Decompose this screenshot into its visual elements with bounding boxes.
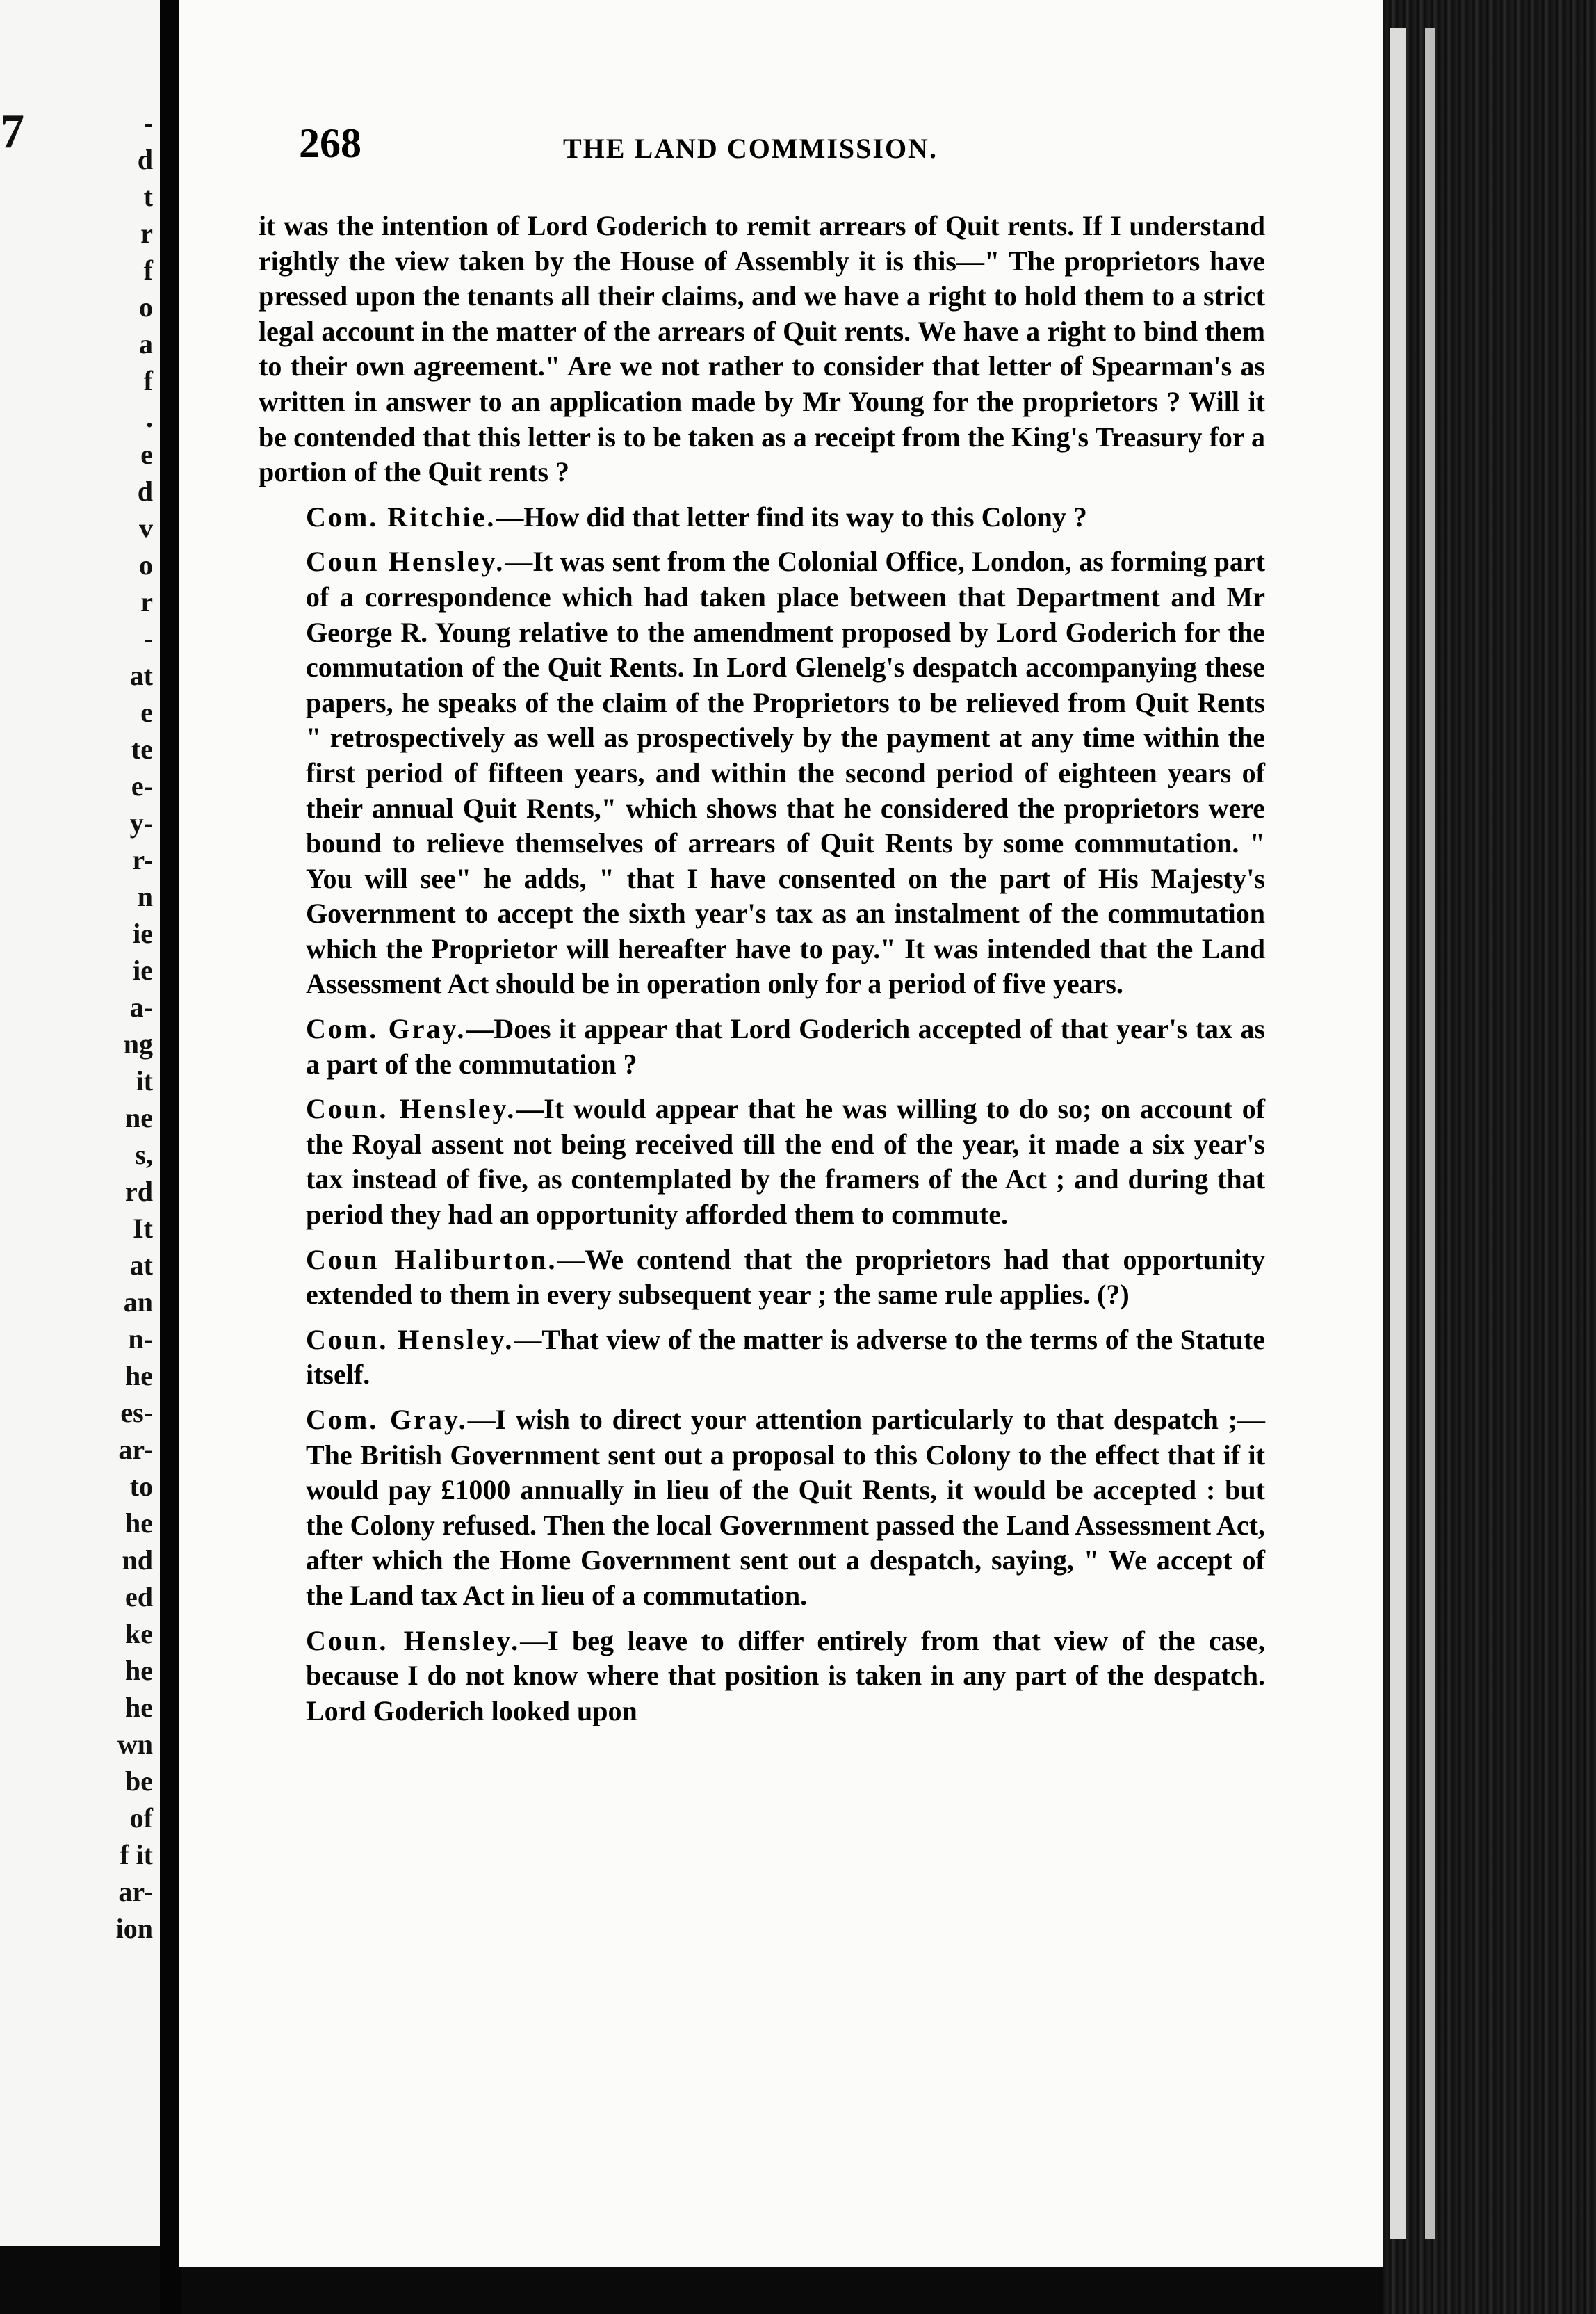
paragraph-text: —I wish to direct your attention particularly to that despatch ;—The British Government sent out a proposal to this Colony to the effect that if it would pay £1000 annually in lieu of the Quit Rents, it would be accepted : but the Colony refused. Then the local Government passed the Land Assessment Act, after which the Home Government sent out a despatch, saying, " We accept of the Land tax Act in lieu of a commutation. xyxy=(306,1404,1266,1611)
facing-page-fragment: o xyxy=(139,549,153,581)
paragraph xyxy=(259,544,1265,1002)
facing-page-fragment: d xyxy=(137,144,153,175)
paragraph xyxy=(259,209,1265,490)
facing-page-fragment: e xyxy=(140,697,153,728)
facing-page-fragment: - xyxy=(143,623,153,654)
facing-page-fragment: r xyxy=(140,586,153,617)
facing-page-fragment: It xyxy=(133,1213,153,1244)
paragraph-text: —It was sent from the Colonial Office, London, as forming part of a correspondence which had taken place between that Department and Mr George R. Young relative to the amendment proposed by Lord Goderich for the commutation of the Quit Rents. In Lord Glenelg's despatch accompanying these papers, he speaks of the claim of the Proprietors to be relieved from Quit Rents " retrospectively as well as prospectively by the payment at any time within the first period of fifteen years, and within the second period of eighteen years of their annual Quit Rents," which shows that he considered the proprietors were bound to relieve themselves of arrears of Quit Rents by some commutation. " You will see" he adds, " that I have consented on the part of His Majesty's Government to accept the sixth year's tax as an instalment of the commutation which the Proprietor will hereafter have to pay." It was intended that the Land Assessment Act should be in operation only for a period of five years. xyxy=(306,546,1266,1000)
facing-page-fragment: rd xyxy=(125,1176,153,1207)
facing-page-text-fragments xyxy=(0,104,160,1947)
speaker-name: Coun. Hensley. xyxy=(306,1323,514,1355)
body-text xyxy=(259,209,1265,1729)
facing-page-fragment: ne xyxy=(125,1102,153,1133)
facing-page-fragment: . xyxy=(146,402,153,433)
running-title: THE LAND COMMISSION. xyxy=(563,133,938,164)
speaker-name: Com. Gray. xyxy=(306,1404,468,1435)
facing-page-fragment: of xyxy=(129,1802,153,1834)
paragraph-text: —I beg leave to differ entirely from that view of the case, because I do not know where that position is taken in any part of the despatch. Lord Goderich looked upon xyxy=(306,1624,1266,1726)
page-edges xyxy=(1383,0,1596,2314)
paragraph-text: —Does it appear that Lord Goderich accepted of that year's tax as a part of the commutation ? xyxy=(306,1013,1266,1080)
paragraph xyxy=(259,1402,1265,1614)
facing-page-fragment: ar- xyxy=(118,1876,153,1907)
paragraph xyxy=(259,1092,1265,1232)
facing-page-mark: 7 xyxy=(0,105,24,159)
facing-page-fragment: ion xyxy=(115,1913,153,1944)
facing-page-fragment: he xyxy=(125,1692,153,1723)
paragraph xyxy=(259,1322,1265,1393)
facing-page-fragment: s, xyxy=(135,1139,153,1170)
page-number: 268 xyxy=(299,120,361,166)
facing-page-fragment: o xyxy=(139,291,153,323)
paragraph-text: —That view of the matter is adverse to the terms of the Statute itself. xyxy=(306,1323,1265,1391)
facing-page-fragment: n- xyxy=(128,1323,153,1354)
facing-page-fragment: at xyxy=(129,660,153,691)
facing-page-fragment: y- xyxy=(129,807,153,839)
facing-page-fragment: r- xyxy=(132,844,153,875)
paragraph-text: —It would appear that he was willing to do so; on account of the Royal assent not being received till the end of the year, it made a six year's tax instead of five, as contemplated by the framers of the Act ; and during that period they had an opportunity afforded them to commute. xyxy=(306,1093,1266,1231)
paragraph xyxy=(259,1624,1265,1729)
facing-page-fragment: ed xyxy=(125,1581,153,1612)
facing-page-fragment: he xyxy=(125,1655,153,1686)
page-header xyxy=(299,120,1286,168)
facing-page-fragment: r xyxy=(140,218,153,249)
facing-page-fragment: he xyxy=(125,1360,153,1391)
paragraph-text: —How did that letter find its way to this Colony ? xyxy=(496,501,1087,533)
facing-page-fragment: it xyxy=(136,1065,153,1097)
facing-page-fragment: ie xyxy=(133,918,153,949)
page-edge-strip xyxy=(1390,28,1406,2239)
facing-page-fragment: ng xyxy=(123,1028,153,1060)
facing-page-fragment: he xyxy=(125,1507,153,1539)
facing-page-fragment: f it xyxy=(120,1839,153,1870)
facing-page-fragment: v xyxy=(139,512,153,544)
paragraph-text: it was the intention of Lord Goderich to remit arrears of Quit rents. If I understand rightly the view taken by the House of Assembly it is this—" The proprietors have pressed upon the tenants all their claims, and we have a right to hold them to a strict legal account in the matter of the arrears of Quit rents. We have a right to bind them to their own agreement." Are we not rather to consider that letter of Spearman's as written in answer to an application made by Mr Young for the proprietors ? Will it be contended that this letter is to be taken as a receipt from the King's Treasury for a portion of the Quit rents ? xyxy=(259,210,1265,488)
speaker-name: Coun Haliburton. xyxy=(306,1243,557,1275)
paragraph-text: —We contend that the proprietors had that opportunity extended to them in every subsequent year ; the same rule applies. (?) xyxy=(306,1243,1265,1311)
facing-page-fragment: f xyxy=(143,365,153,396)
facing-page-fragment: e xyxy=(140,439,153,470)
page-edge-strip xyxy=(1425,28,1435,2239)
facing-page-fragment: n xyxy=(137,881,153,912)
facing-page-fragment: t xyxy=(143,181,153,212)
facing-page-fragment: wn xyxy=(117,1729,153,1760)
book-spine xyxy=(160,0,181,2314)
speaker-name: Com. Gray. xyxy=(306,1013,466,1045)
facing-page-fragment: ke xyxy=(125,1618,153,1649)
facing-page-fragment: to xyxy=(129,1471,153,1502)
facing-page-fragment: te xyxy=(131,734,153,765)
facing-page-fragment: es- xyxy=(120,1397,153,1428)
facing-page-fragment: a xyxy=(139,328,153,359)
facing-page-fragment: be xyxy=(125,1765,153,1797)
facing-page-fragment: f xyxy=(143,254,153,286)
facing-page-fragment: d xyxy=(137,476,153,507)
facing-page-fragment: - xyxy=(143,107,153,138)
facing-page-fragment: at xyxy=(129,1249,153,1281)
speaker-name: Coun. Hensley. xyxy=(306,1624,521,1656)
facing-page-fragment: nd xyxy=(122,1544,153,1576)
paragraph xyxy=(259,500,1265,535)
facing-page-fragment: e- xyxy=(131,770,153,802)
facing-page-fragment: an xyxy=(123,1286,153,1318)
speaker-name: Coun. Hensley. xyxy=(306,1093,516,1125)
speaker-name: Coun Hensley. xyxy=(306,546,505,578)
facing-page-left xyxy=(0,0,160,2246)
paragraph xyxy=(259,1012,1265,1082)
facing-page-fragment: a- xyxy=(129,992,153,1023)
speaker-name: Com. Ritchie. xyxy=(306,501,496,533)
facing-page-fragment: ie xyxy=(133,955,153,986)
facing-page-fragment: ar- xyxy=(118,1434,153,1465)
paragraph xyxy=(259,1243,1265,1313)
